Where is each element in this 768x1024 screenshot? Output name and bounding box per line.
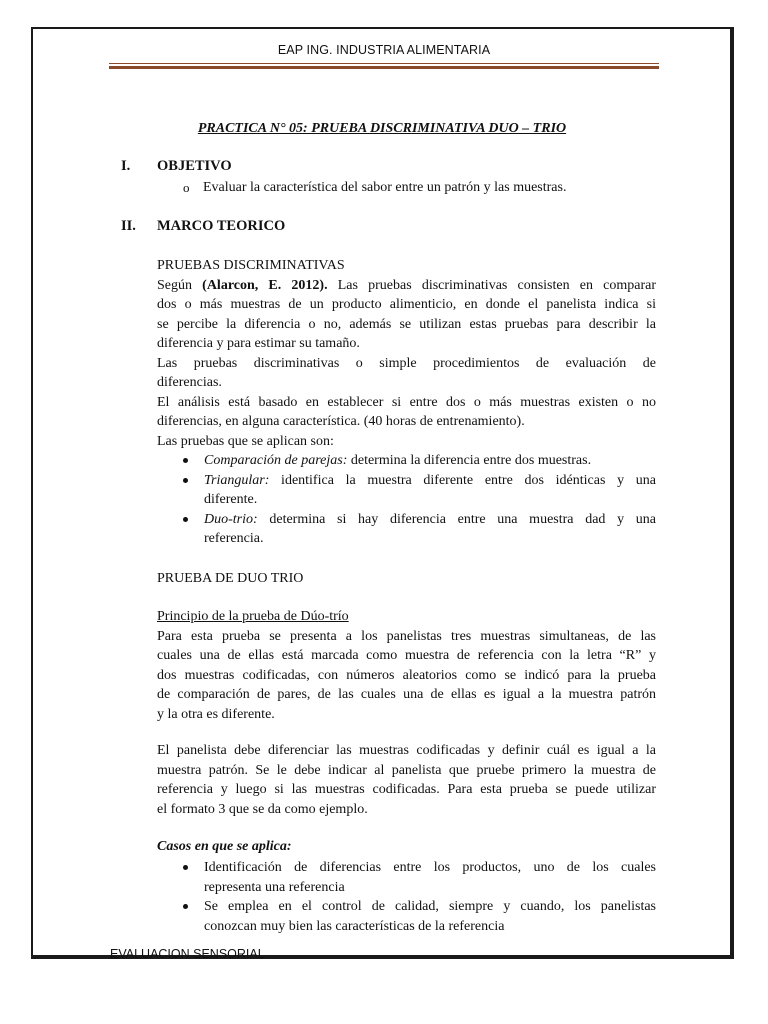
document-title: PRACTICA N° 05: PRUEBA DISCRIMINATIVA DUO – TRIO (197, 121, 567, 136)
section-1-title: OBJETIVO (157, 158, 232, 174)
section-1-number: I. (121, 158, 131, 174)
section-2-number: II. (121, 218, 136, 234)
para2-line1: Las pruebas discriminativas o simple procedimientos de evaluación de (157, 355, 656, 371)
objective-item: Evaluar la característica del sabor entre un patrón y las muestras. (203, 180, 567, 195)
para1-line2: dos o más muestras de un producto alimenticio, en donde el panelista indica si (157, 297, 656, 312)
subheading-prueba-duo-trio: PRUEBA DE DUO TRIO (157, 571, 304, 586)
marco-teorico-block (157, 256, 656, 451)
para1-line4: diferencia y para estimar su tamaño. (157, 336, 360, 351)
para5-line2: cuales una de ellas está marcada como muestra de referencia con la letra “R” y (157, 648, 656, 663)
list-item: Triangular: identifica la muestra diferente entre dos idénticas y una diferente. (157, 471, 656, 510)
principle-block (157, 607, 656, 724)
para1-line1: Según (Alarcon, E. 2012). Las pruebas discriminativas consisten en comparar (157, 277, 656, 293)
para6-line2: muestra patrón. Se le debe indicar al panelista que pruebe primero la muestra de (157, 762, 656, 778)
para4: Las pruebas que se aplican son: (157, 433, 334, 449)
subheading-casos: Casos en que se aplica: (157, 839, 292, 854)
para6-line1: El panelista debe diferenciar las muestras codificadas y definir cuál es igual a la (157, 743, 656, 758)
para6-block (157, 741, 656, 819)
list-item: Se emplea en el control de calidad, siempre y cuando, los panelistas conozcan muy bien las características de la referencia (157, 897, 656, 936)
page-footer: EVALUACION SENSORIAL (110, 947, 265, 961)
subheading-pruebas-discriminativas: PRUEBAS DISCRIMINATIVAS (157, 258, 345, 273)
para2-line2: diferencias. (157, 375, 222, 390)
list-item: Duo-trio: determina si hay diferencia entre una muestra dad y una referencia. (157, 510, 656, 549)
bullet-icon (183, 865, 188, 870)
list-item: Identificación de diferencias entre los productos, uno de los cuales representa una referencia (157, 858, 656, 897)
para5-line3: dos muestras codificadas, con números aleatorios como se indicó para la prueba (157, 667, 656, 683)
citation: (Alarcon, E. 2012). (202, 277, 328, 293)
para5-line5: y la otra es diferente. (157, 706, 275, 722)
para5-line1: Para esta prueba se presenta a los panelistas tres muestras simultaneas, de las (157, 628, 656, 644)
section-2-title: MARCO TEORICO (157, 218, 286, 234)
subheading-principio: Principio de la prueba de Dúo-trío (157, 609, 349, 624)
test-types-list (157, 451, 656, 549)
header-rule (109, 63, 659, 64)
bullet-icon (183, 458, 188, 463)
bullet-icon (183, 517, 188, 522)
header-rule-thick (109, 66, 659, 69)
para6-line3: referencia y luego si las muestras codificadas. Para esta prueba se puede utilizar (157, 782, 656, 797)
page-header: EAP ING. INDUSTRIA ALIMENTARIA (277, 43, 491, 57)
bullet-icon (183, 904, 188, 909)
circle-bullet-icon: o (183, 180, 190, 195)
list-item: Comparación de parejas: determina la diferencia entre dos muestras. (157, 451, 656, 471)
para6-line4: el formato 3 que se da como ejemplo. (157, 801, 368, 817)
use-cases-list (157, 858, 656, 936)
para3-line2: diferencias, en alguna característica. (40 horas de entrenamiento). (157, 414, 525, 429)
para1-line3: se percibe la diferencia o no, además se utilizan estas pruebas para describir la (157, 316, 656, 332)
para3-line1: El análisis está basado en establecer si entre dos o más muestras existen o no (157, 394, 656, 410)
para5-line4: de comparación de pares, de las cuales una de ellas es igual a la muestra patrón (157, 687, 656, 702)
bullet-icon (183, 478, 188, 483)
